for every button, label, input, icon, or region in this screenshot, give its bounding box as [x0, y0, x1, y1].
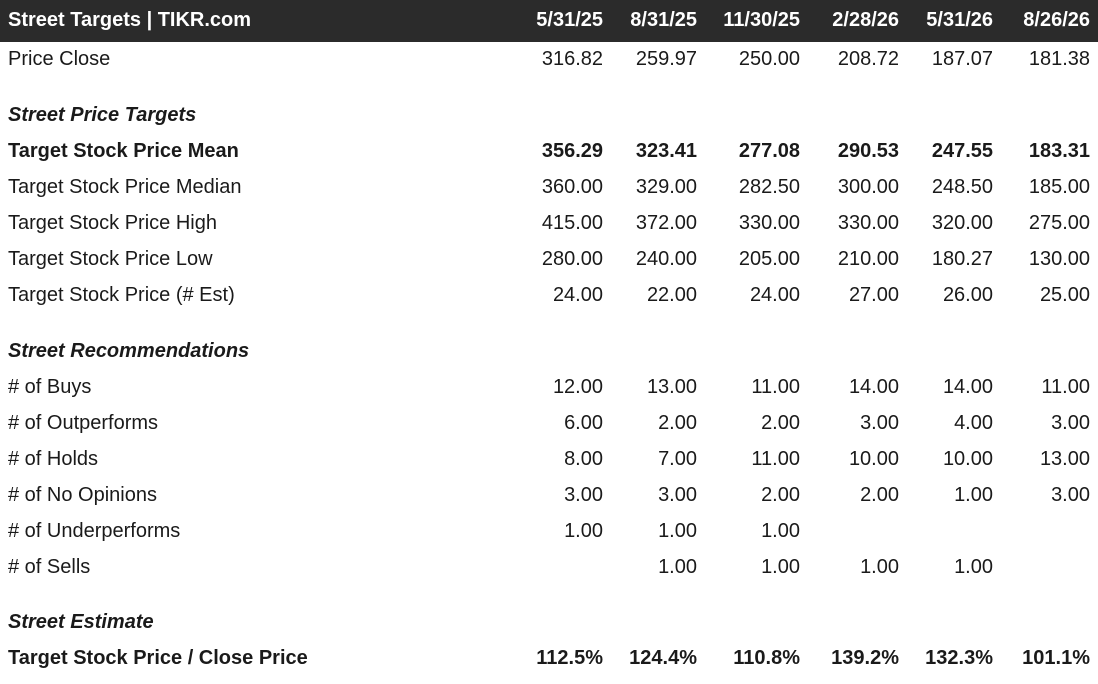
table-cell: 3.00	[658, 484, 697, 506]
table-cell: 187.07	[931, 48, 993, 70]
column-header: 8/26/26	[1023, 9, 1090, 31]
column-header: 11/30/25	[723, 9, 800, 31]
table-row-buys	[0, 370, 1098, 406]
table-cell: 1.00	[954, 556, 993, 578]
table-cell: 2.00	[860, 484, 899, 506]
row-label: Target Stock Price Low	[8, 248, 213, 270]
table-row-target-median	[0, 170, 1098, 206]
table-row-no-opinions	[0, 478, 1098, 514]
table-cell: 24.00	[749, 284, 800, 306]
row-label: Target Stock Price Median	[8, 176, 242, 198]
table-row-underperforms	[0, 514, 1098, 550]
row-label: Target Stock Price High	[8, 212, 217, 234]
table-cell: 11.00	[1041, 376, 1090, 398]
table-cell: 1.00	[954, 484, 993, 506]
table-row-sells	[0, 550, 1098, 586]
table-cell: 250.00	[738, 48, 800, 70]
table-cell: 3.00	[564, 484, 603, 506]
table-cell: 329.00	[635, 176, 697, 198]
table-cell: 330.00	[738, 212, 800, 234]
table-cell: 208.72	[837, 48, 899, 70]
table-cell: 22.00	[646, 284, 697, 306]
row-label: # of Sells	[8, 556, 91, 578]
table-cell: 7.00	[658, 448, 697, 470]
table-cell: 290.53	[837, 140, 899, 162]
table-cell: 3.00	[1051, 484, 1090, 506]
section-heading-recommendations: Street Recommendations	[8, 340, 250, 362]
table-cell: 26.00	[942, 284, 993, 306]
table-cell: 180.27	[931, 248, 993, 270]
row-label: # of Holds	[8, 448, 99, 470]
table-cell: 360.00	[541, 176, 603, 198]
table-cell: 10.00	[942, 448, 993, 470]
table-cell: 130.00	[1028, 248, 1090, 270]
table-row-holds	[0, 442, 1098, 478]
table-cell: 1.00	[761, 520, 800, 542]
table-cell: 24.00	[552, 284, 603, 306]
row-label: # of No Opinions	[8, 484, 157, 506]
table-cell: 112.5%	[536, 647, 603, 669]
row-label: Price Close	[8, 48, 111, 70]
table-cell: 14.00	[848, 376, 899, 398]
table-cell: 4.00	[954, 412, 993, 434]
table-title: Street Targets | TIKR.com	[8, 9, 252, 31]
table-cell: 14.00	[942, 376, 993, 398]
table-cell: 320.00	[931, 212, 993, 234]
table-cell: 247.55	[931, 140, 993, 162]
table-cell: 300.00	[837, 176, 899, 198]
table-cell: 13.00	[646, 376, 697, 398]
table-cell: 185.00	[1028, 176, 1090, 198]
row-label: # of Underperforms	[8, 520, 181, 542]
table-cell: 3.00	[860, 412, 899, 434]
row-label: # of Outperforms	[8, 412, 159, 434]
table-row-outperforms	[0, 406, 1098, 442]
table-cell: 2.00	[658, 412, 697, 434]
table-cell: 139.2%	[831, 647, 899, 669]
table-cell: 248.50	[931, 176, 993, 198]
column-header: 8/31/25	[630, 9, 697, 31]
table-cell: 415.00	[541, 212, 603, 234]
table-cell: 275.00	[1028, 212, 1090, 234]
table-cell: 183.31	[1028, 140, 1090, 162]
table-cell: 356.29	[541, 140, 603, 162]
section-heading-estimate: Street Estimate	[8, 611, 154, 633]
table-row-price-close	[0, 42, 1098, 78]
table-cell: 124.4%	[629, 647, 697, 669]
table-row-target-low	[0, 242, 1098, 278]
table-cell: 1.00	[860, 556, 899, 578]
table-cell: 323.41	[635, 140, 697, 162]
table-cell: 101.1%	[1022, 647, 1090, 669]
table-cell: 210.00	[837, 248, 899, 270]
table-cell: 11.00	[751, 448, 800, 470]
row-label: # of Buys	[8, 376, 92, 398]
table-cell: 280.00	[541, 248, 603, 270]
column-header: 5/31/25	[536, 9, 603, 31]
table-header	[0, 0, 1098, 42]
table-cell: 1.00	[658, 520, 697, 542]
table-cell: 132.3%	[925, 647, 993, 669]
table-cell: 27.00	[848, 284, 899, 306]
table-cell: 1.00	[761, 556, 800, 578]
table-cell: 330.00	[837, 212, 899, 234]
table-row-target-est-count	[0, 278, 1098, 314]
table-row-target-close-ratio	[0, 641, 1098, 677]
table-cell: 8.00	[564, 448, 603, 470]
table-cell: 205.00	[738, 248, 800, 270]
table-cell: 2.00	[761, 484, 800, 506]
table-cell: 13.00	[1039, 448, 1090, 470]
table-cell: 3.00	[1051, 412, 1090, 434]
table-cell: 316.82	[541, 48, 603, 70]
table-row-target-mean	[0, 134, 1098, 170]
column-header: 2/28/26	[832, 9, 899, 31]
table-cell: 282.50	[738, 176, 800, 198]
table-cell: 110.8%	[733, 647, 800, 669]
table-cell: 277.08	[738, 140, 800, 162]
table-cell: 259.97	[635, 48, 697, 70]
row-label: Target Stock Price (# Est)	[8, 284, 235, 306]
table-cell: 2.00	[761, 412, 800, 434]
table-cell: 11.00	[751, 376, 800, 398]
row-label: Target Stock Price Mean	[8, 140, 239, 162]
table-row-target-high	[0, 206, 1098, 242]
table-cell: 1.00	[564, 520, 603, 542]
table-cell: 372.00	[635, 212, 697, 234]
table-cell: 6.00	[564, 412, 603, 434]
table-cell: 12.00	[552, 376, 603, 398]
table-cell: 25.00	[1039, 284, 1090, 306]
row-label: Target Stock Price / Close Price	[8, 647, 308, 669]
table-cell: 1.00	[658, 556, 697, 578]
section-heading-price-targets: Street Price Targets	[8, 104, 197, 126]
column-header: 5/31/26	[926, 9, 993, 31]
table-cell: 10.00	[848, 448, 899, 470]
table-cell: 181.38	[1028, 48, 1090, 70]
table-cell: 240.00	[635, 248, 697, 270]
